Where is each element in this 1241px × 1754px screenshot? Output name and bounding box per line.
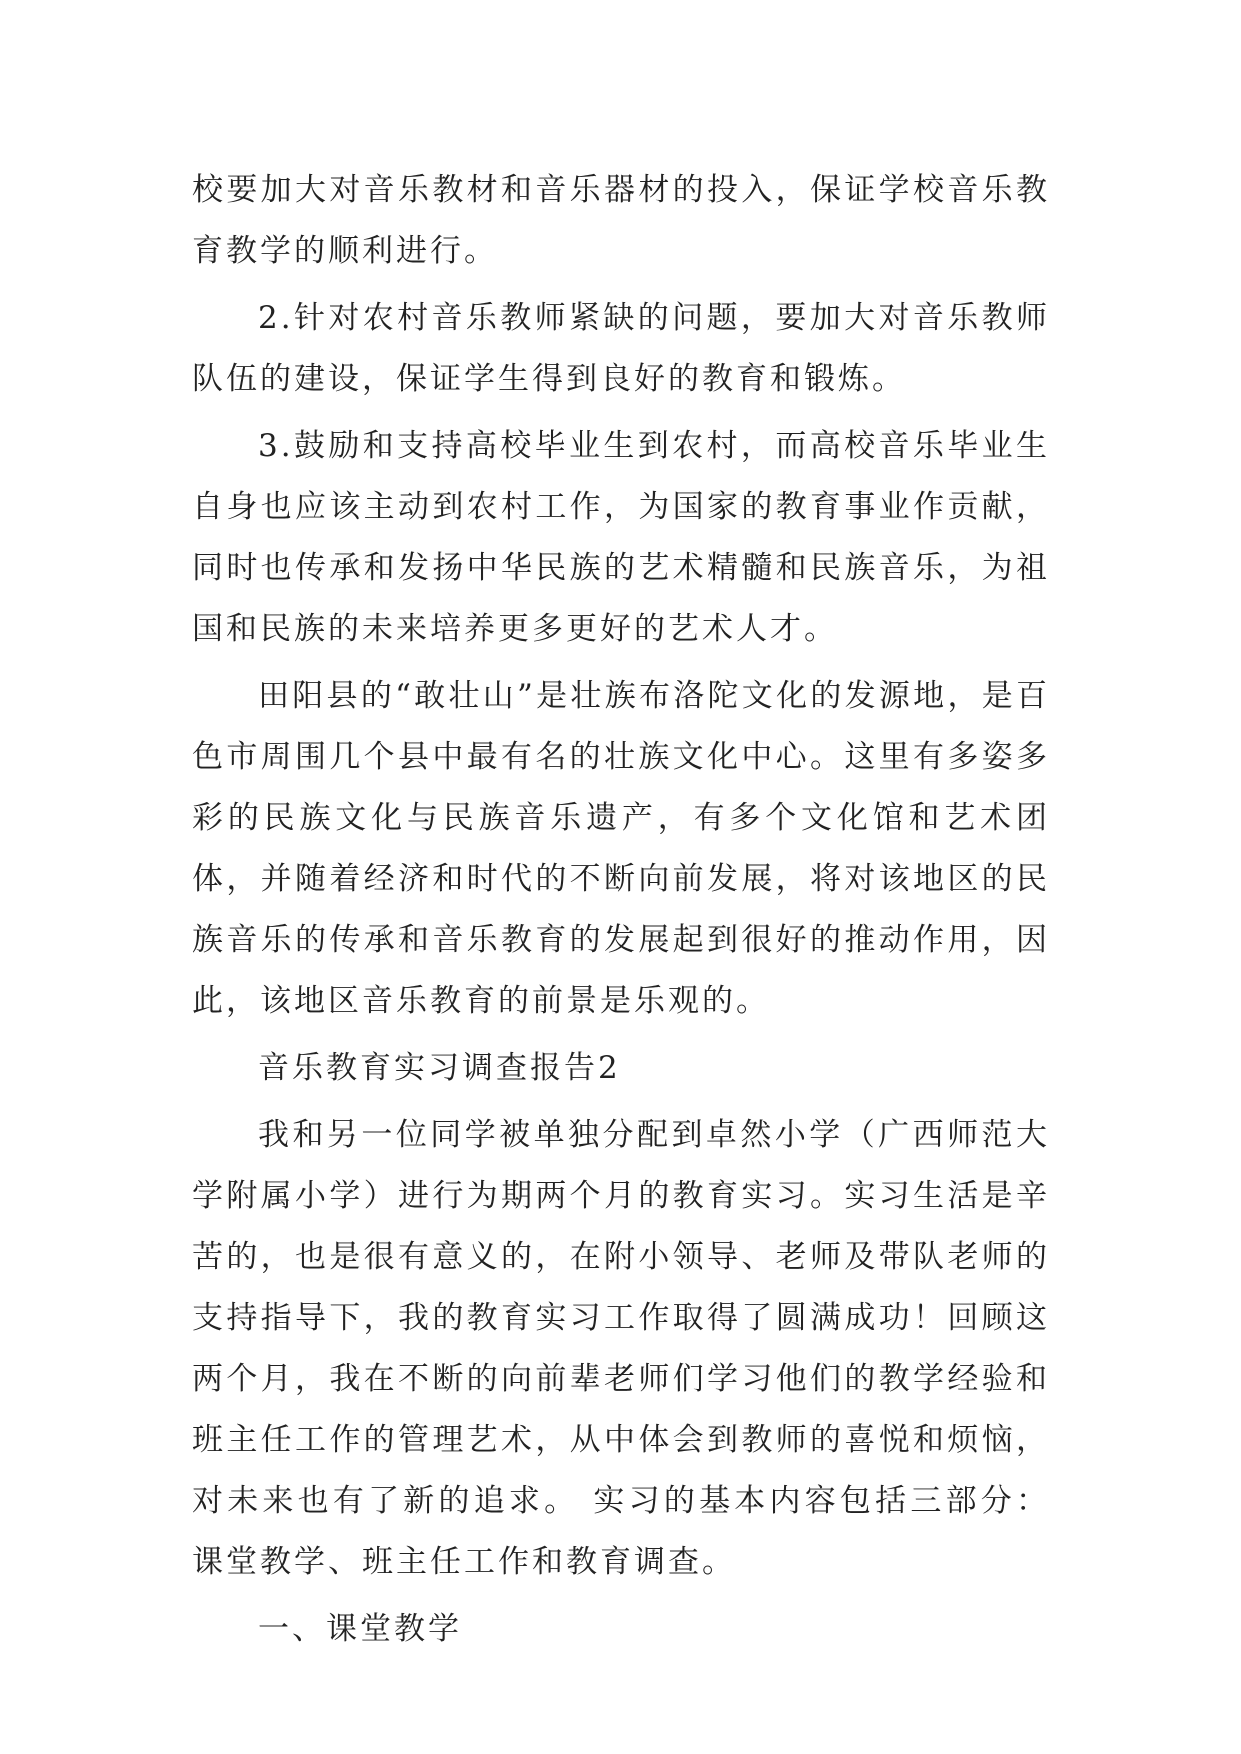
paragraph-tianyang: 田阳县的“敢壮山”是壮族布洛陀文化的发源地，是百色市周围几个县中最有名的壮族文化中心。这里有多姿多彩的民族文化与民族音乐遗产，有多个文化馆和艺术团体，并随着经济和时代的不断向前发展，将对该地区的民族音乐的传承和音乐教育的发展起到很好的推动作用，因此，该地区音乐教育的前景是乐观的。 [192,678,1050,1019]
document-body [192,160,1050,1666]
paragraph-item-3: 3.鼓励和支持高校毕业生到农村，而高校音乐毕业生自身也应该主动到农村工作，为国家的教育事业作贡献，同时也传承和发扬中华民族的艺术精髓和民族音乐，为祖国和民族的未来培养更多更好的艺术人才。 [192,428,1050,647]
paragraph-internship: 我和另一位同学被单独分配到卓然小学（广西师范大学附属小学）进行为期两个月的教育实习。实习生活是辛苦的，也是很有意义的，在附小领导、老师及带队老师的支持指导下，我的教育实习工作取得了圆满成功！回顾这两个月，我在不断的向前辈老师们学习他们的教学经验和班主任工作的管理艺术，从中体会到教师的喜悦和烦恼，对未来也有了新的追求。 实习的基本内容包括三部分：课堂教学、班主任工作和教育调查。 [192,1117,1050,1580]
paragraph-item-2: 2.针对农村音乐教师紧缺的问题，要加大对音乐教师队伍的建设，保证学生得到良好的教育和锻炼。 [192,300,1050,397]
report-title: 音乐教育实习调查报告2 [258,1050,621,1086]
paragraph-continuation: 校要加大对音乐教材和音乐器材的投入，保证学校音乐教育教学的顺利进行。 [192,172,1050,269]
section-heading: 一、课堂教学 [258,1611,462,1647]
